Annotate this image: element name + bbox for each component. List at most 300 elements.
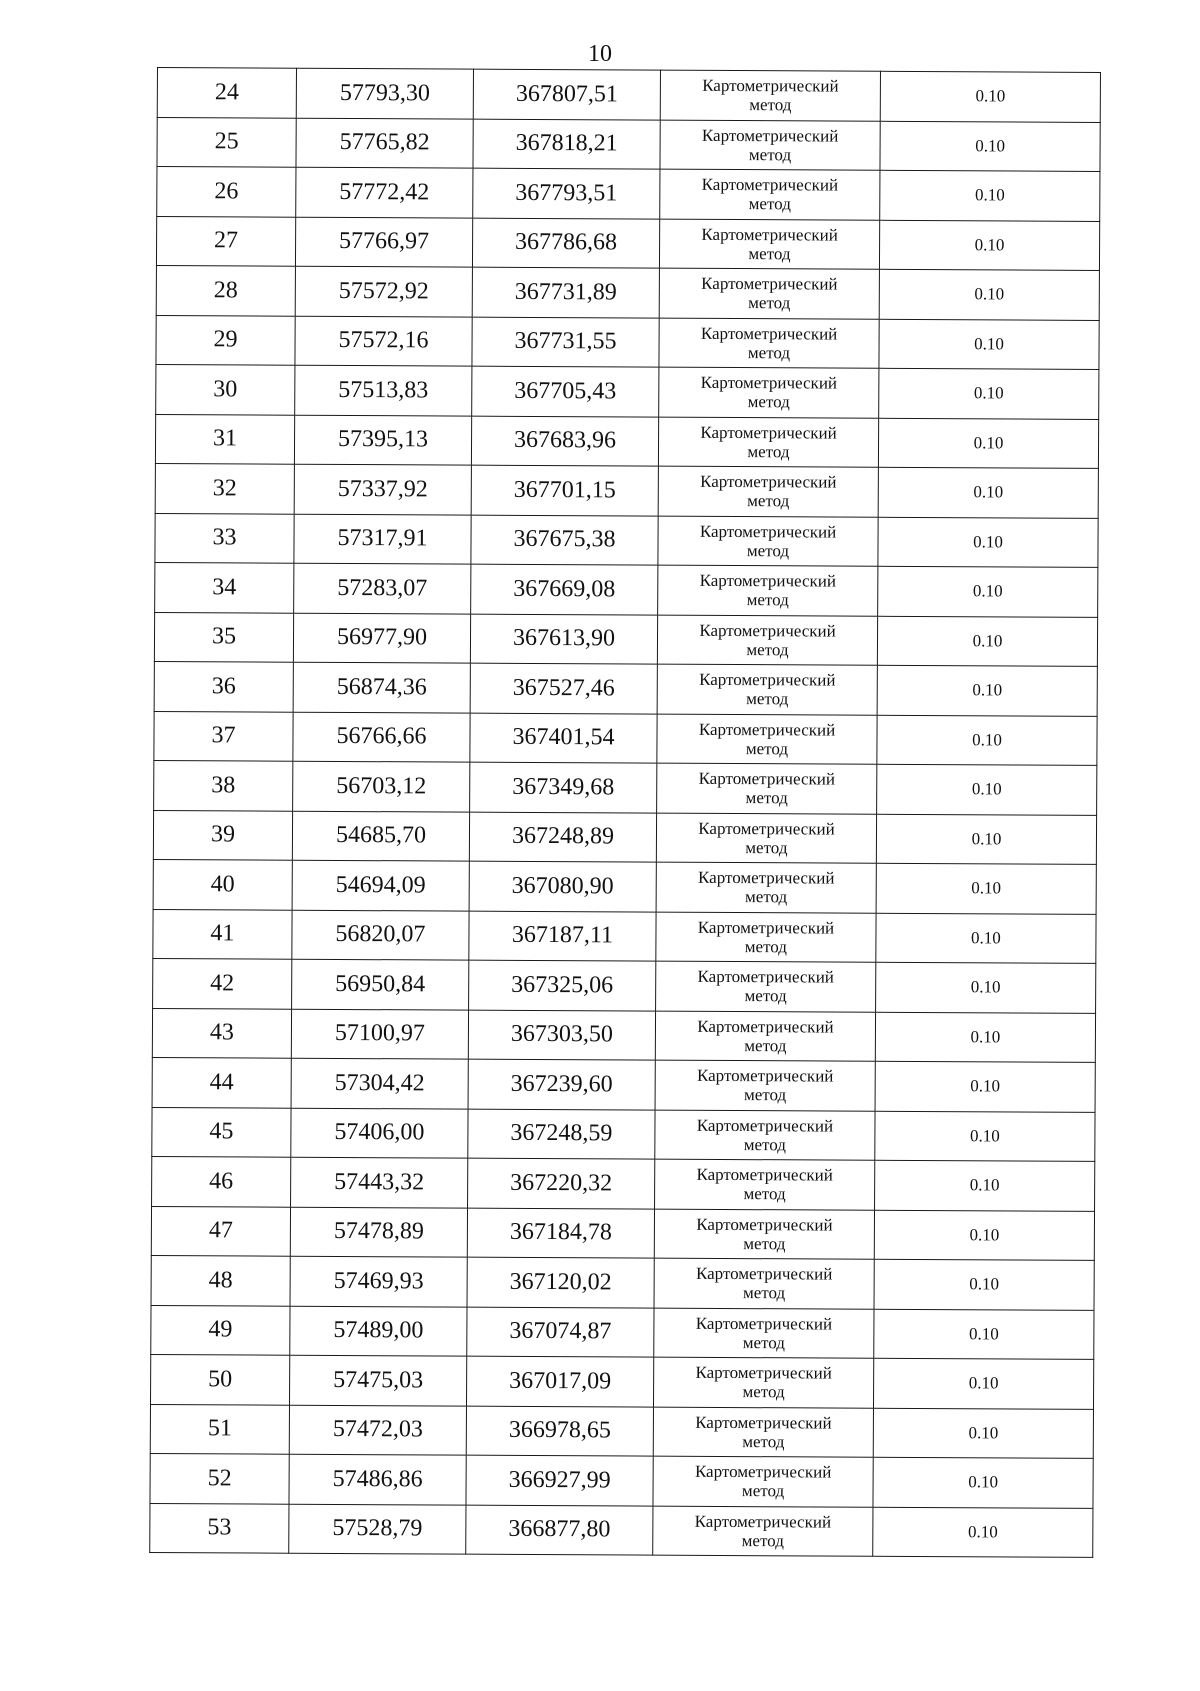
x-coordinate-text: 57766,97 (339, 228, 430, 255)
method-cell (653, 1506, 873, 1557)
y-coordinate-text: 367786,68 (515, 229, 618, 256)
accuracy-cell (879, 319, 1099, 370)
point-number-text: 28 (213, 277, 238, 304)
method-text: Картометрический метод (700, 323, 838, 363)
x-coordinate-text: 57395,13 (337, 426, 429, 453)
accuracy-cell (880, 71, 1100, 122)
x-coordinate-text: 57513,83 (338, 376, 429, 404)
x-coordinate-text: 56766,66 (336, 723, 427, 750)
x-coordinate-cell (296, 68, 473, 118)
table-row (155, 463, 1098, 517)
x-coordinate-text: 57304,42 (334, 1069, 425, 1097)
accuracy-text: 0.10 (970, 1076, 1001, 1096)
y-coordinate-text: 367701,15 (513, 476, 616, 504)
x-coordinate-text: 57472,03 (332, 1416, 423, 1443)
point-number-cell (156, 216, 295, 266)
x-coordinate-cell (293, 761, 470, 811)
table-row (153, 909, 1096, 963)
point-number-cell (150, 1404, 289, 1454)
x-coordinate-text: 56820,07 (335, 921, 426, 948)
y-coordinate-text: 366877,80 (508, 1516, 611, 1543)
table-row (153, 810, 1096, 864)
accuracy-text: 0.10 (969, 1274, 1000, 1294)
y-coordinate-cell (471, 564, 658, 614)
x-coordinate-text: 57572,16 (338, 327, 429, 354)
accuracy-text: 0.10 (968, 1472, 999, 1492)
point-number-cell (155, 513, 294, 563)
method-text: Картометрический метод (699, 571, 837, 610)
accuracy-text: 0.10 (972, 631, 1003, 651)
x-coordinate-cell (290, 1306, 467, 1356)
point-number-cell (153, 859, 292, 909)
y-coordinate-text: 367074,87 (509, 1318, 612, 1345)
y-coordinate-text: 367239,60 (510, 1070, 613, 1098)
table-row (150, 1453, 1093, 1507)
y-coordinate-text: 367080,90 (511, 872, 614, 900)
method-text: Картометрический метод (696, 1066, 834, 1105)
x-coordinate-cell (293, 712, 470, 762)
x-coordinate-cell (290, 1207, 467, 1257)
x-coordinate-text: 54694,09 (335, 871, 426, 899)
method-cell (659, 268, 879, 319)
y-coordinate-cell (467, 1257, 654, 1307)
method-text: Картометрический метод (702, 76, 839, 115)
point-number-cell (151, 1305, 290, 1355)
accuracy-cell (877, 764, 1097, 815)
y-coordinate-cell (470, 663, 657, 713)
accuracy-text: 0.10 (973, 532, 1003, 552)
accuracy-cell (873, 1358, 1093, 1409)
accuracy-text: 0.10 (968, 1324, 999, 1344)
x-coordinate-text: 57793,30 (339, 79, 430, 107)
point-number-cell (157, 117, 296, 167)
y-coordinate-cell (466, 1505, 653, 1555)
accuracy-text: 0.10 (975, 136, 1006, 156)
table-row (156, 265, 1099, 319)
method-text: Картометрический метод (696, 1115, 834, 1155)
y-coordinate-cell (466, 1455, 653, 1505)
y-coordinate-cell (472, 317, 659, 367)
y-coordinate-text: 367187,11 (511, 922, 614, 949)
accuracy-text: 0.10 (970, 1027, 1001, 1047)
point-number-text: 30 (213, 376, 238, 403)
method-cell (660, 169, 880, 220)
method-text: Картометрический метод (700, 373, 838, 412)
point-number-text: 46 (209, 1168, 234, 1195)
y-coordinate-cell (468, 1010, 655, 1060)
accuracy-text: 0.10 (973, 383, 1004, 403)
accuracy-cell (874, 1210, 1094, 1261)
y-coordinate-text: 367303,50 (510, 1021, 614, 1048)
x-coordinate-cell (294, 563, 471, 613)
point-number-cell (155, 463, 294, 513)
y-coordinate-cell (471, 465, 658, 515)
method-cell (656, 912, 876, 963)
accuracy-cell (878, 418, 1098, 469)
accuracy-cell (875, 1012, 1095, 1063)
point-number-cell (151, 1206, 290, 1256)
y-coordinate-text: 367325,06 (511, 971, 614, 999)
accuracy-cell (873, 1507, 1093, 1558)
method-cell (657, 615, 877, 666)
x-coordinate-text: 57528,79 (332, 1515, 423, 1542)
x-coordinate-cell (295, 365, 472, 415)
point-number-text: 34 (212, 574, 237, 601)
method-cell (660, 120, 880, 171)
accuracy-text: 0.10 (969, 1126, 1000, 1146)
table-row (151, 1305, 1094, 1359)
point-number-cell (152, 1057, 291, 1107)
table-row (154, 661, 1097, 715)
point-number-text: 26 (214, 178, 239, 205)
point-number-text: 51 (207, 1415, 232, 1442)
table-row (152, 1008, 1095, 1062)
method-text: Картометрический метод (696, 1214, 833, 1254)
point-number-text: 40 (210, 871, 235, 898)
x-coordinate-text: 56703,12 (336, 772, 427, 800)
x-coordinate-cell (295, 266, 472, 316)
y-coordinate-text: 367705,43 (514, 377, 617, 405)
method-cell (658, 466, 878, 517)
accuracy-cell (873, 1457, 1093, 1508)
method-cell (660, 70, 880, 121)
accuracy-cell (878, 467, 1098, 518)
method-text: Картометрический метод (695, 1412, 832, 1452)
point-number-cell (154, 612, 293, 662)
x-coordinate-cell (292, 959, 469, 1009)
x-coordinate-cell (291, 1108, 468, 1158)
accuracy-cell (875, 1061, 1095, 1112)
page-number: 10 (588, 41, 612, 67)
x-coordinate-cell (289, 1355, 466, 1405)
point-number-text: 47 (208, 1217, 233, 1244)
y-coordinate-cell (472, 267, 659, 317)
x-coordinate-cell (294, 514, 471, 564)
point-number-cell (153, 909, 292, 959)
point-number-cell (153, 810, 292, 860)
point-number-text: 38 (211, 772, 236, 799)
x-coordinate-text: 57475,03 (333, 1366, 424, 1394)
method-text: Картометрический метод (695, 1363, 832, 1402)
method-cell (654, 1209, 874, 1260)
accuracy-cell (876, 863, 1096, 914)
table-row (153, 859, 1096, 913)
x-coordinate-text: 57772,42 (339, 178, 430, 206)
x-coordinate-cell (296, 118, 473, 168)
x-coordinate-cell (295, 217, 472, 267)
point-number-cell (150, 1503, 289, 1553)
point-number-text: 45 (209, 1118, 234, 1145)
x-coordinate-cell (290, 1256, 467, 1306)
x-coordinate-text: 56977,90 (336, 624, 428, 651)
x-coordinate-cell (291, 1157, 468, 1207)
y-coordinate-cell (470, 614, 657, 664)
y-coordinate-cell (469, 960, 656, 1010)
accuracy-text: 0.10 (972, 730, 1002, 750)
point-number-text: 53 (207, 1514, 232, 1541)
accuracy-cell (877, 715, 1097, 766)
y-coordinate-cell (468, 1158, 655, 1208)
accuracy-cell (875, 1160, 1095, 1211)
table-row (155, 414, 1098, 468)
accuracy-text: 0.10 (969, 1175, 1000, 1195)
method-text: Картометрический метод (698, 769, 836, 808)
y-coordinate-text: 367220,32 (510, 1169, 613, 1197)
x-coordinate-text: 54685,70 (335, 822, 427, 849)
y-coordinate-text: 366978,65 (508, 1417, 611, 1444)
y-coordinate-cell (471, 416, 658, 466)
method-cell (659, 219, 879, 270)
table-row (157, 68, 1100, 122)
accuracy-cell (880, 170, 1100, 221)
accuracy-cell (879, 220, 1099, 271)
accuracy-text: 0.10 (967, 1522, 998, 1542)
y-coordinate-text: 367401,54 (512, 724, 615, 751)
accuracy-cell (874, 1309, 1094, 1360)
accuracy-cell (874, 1259, 1094, 1310)
accuracy-cell (877, 616, 1097, 667)
accuracy-text: 0.10 (974, 334, 1004, 354)
method-text: Картометрический метод (697, 917, 835, 957)
y-coordinate-cell (468, 1109, 655, 1159)
point-number-text: 36 (211, 673, 236, 700)
table-row (155, 562, 1098, 616)
y-coordinate-cell (466, 1356, 653, 1406)
x-coordinate-cell (294, 415, 471, 465)
point-number-text: 27 (214, 227, 239, 254)
point-number-cell (154, 711, 293, 761)
method-cell (657, 664, 877, 715)
y-coordinate-cell (470, 713, 657, 763)
accuracy-cell (876, 962, 1096, 1013)
y-coordinate-text: 367675,38 (513, 526, 616, 553)
x-coordinate-cell (295, 316, 472, 366)
accuracy-cell (876, 814, 1096, 865)
accuracy-text: 0.10 (972, 581, 1003, 601)
y-coordinate-cell (467, 1307, 654, 1357)
point-number-cell (154, 661, 293, 711)
method-cell (654, 1308, 874, 1359)
point-number-cell (154, 760, 293, 810)
y-coordinate-text: 367120,02 (509, 1268, 612, 1296)
point-number-cell (157, 167, 296, 217)
y-coordinate-text: 367527,46 (512, 674, 615, 702)
point-number-text: 43 (209, 1019, 235, 1046)
point-number-cell (150, 1453, 289, 1503)
point-number-cell (157, 68, 296, 118)
method-text: Картометрический метод (701, 175, 839, 214)
method-text: Картометрический метод (698, 868, 835, 907)
point-number-text: 52 (207, 1465, 232, 1492)
accuracy-cell (873, 1408, 1093, 1459)
table-row (153, 958, 1096, 1012)
x-coordinate-cell (289, 1504, 466, 1554)
accuracy-cell (879, 368, 1099, 419)
y-coordinate-cell (473, 119, 660, 169)
method-text: Картометрический метод (699, 521, 837, 561)
x-coordinate-cell (293, 613, 470, 663)
method-text: Картометрический метод (700, 472, 837, 511)
method-text: Картометрический метод (697, 1016, 834, 1056)
table-row (156, 315, 1099, 369)
accuracy-cell (878, 566, 1098, 617)
method-text: Картометрический метод (701, 274, 838, 313)
table-row (151, 1255, 1094, 1309)
point-number-text: 31 (212, 425, 238, 452)
table-row (151, 1206, 1094, 1260)
method-cell (657, 714, 877, 765)
point-number-text: 41 (210, 920, 235, 947)
x-coordinate-cell (291, 1009, 468, 1059)
point-number-text: 24 (214, 79, 239, 106)
x-coordinate-text: 57337,92 (337, 475, 428, 503)
method-cell (655, 1159, 875, 1210)
accuracy-text: 0.10 (971, 928, 1001, 948)
point-number-cell (155, 562, 294, 612)
y-coordinate-cell (466, 1406, 653, 1456)
method-text: Картометрический метод (696, 1165, 833, 1204)
point-number-cell (153, 958, 292, 1008)
method-cell (659, 318, 879, 369)
point-number-text: 49 (208, 1316, 233, 1343)
y-coordinate-text: 367349,68 (512, 773, 615, 801)
point-number-text: 48 (208, 1267, 233, 1294)
point-number-text: 42 (210, 970, 235, 997)
table-row (150, 1404, 1093, 1458)
y-coordinate-text: 367731,89 (514, 278, 617, 306)
y-coordinate-cell (472, 218, 659, 268)
table-row (155, 513, 1098, 567)
x-coordinate-cell (292, 811, 469, 861)
table-row (154, 711, 1097, 765)
point-number-cell (150, 1354, 289, 1404)
table-row (154, 760, 1097, 814)
table-row (150, 1503, 1093, 1557)
table-row (150, 1354, 1093, 1408)
method-text: Картометрический метод (701, 125, 839, 165)
y-coordinate-text: 367793,51 (515, 179, 618, 207)
y-coordinate-cell (469, 911, 656, 961)
accuracy-cell (878, 517, 1098, 568)
method-text: Картометрический метод (695, 1264, 833, 1303)
method-text: Картометрический метод (701, 224, 838, 264)
y-coordinate-cell (470, 762, 657, 812)
point-number-text: 35 (211, 623, 237, 650)
x-coordinate-text: 56950,84 (335, 970, 426, 998)
accuracy-cell (876, 913, 1096, 964)
y-coordinate-text: 366927,99 (508, 1466, 611, 1494)
accuracy-text: 0.10 (974, 185, 1005, 205)
x-coordinate-text: 57443,32 (334, 1168, 425, 1196)
y-coordinate-text: 367613,90 (512, 625, 616, 652)
x-coordinate-cell (289, 1454, 466, 1504)
accuracy-text: 0.10 (970, 977, 1001, 997)
accuracy-cell (875, 1111, 1095, 1162)
y-coordinate-cell (469, 861, 656, 911)
point-number-text: 39 (210, 821, 236, 848)
x-coordinate-cell (293, 662, 470, 712)
x-coordinate-text: 56874,36 (336, 673, 427, 701)
accuracy-text: 0.10 (974, 284, 1005, 304)
point-number-cell (151, 1255, 290, 1305)
y-coordinate-cell (469, 812, 656, 862)
table-row (152, 1107, 1095, 1161)
y-coordinate-cell (473, 69, 660, 119)
method-text: Картометрический метод (699, 620, 836, 660)
y-coordinate-text: 367731,55 (514, 328, 617, 355)
coordinates-table (149, 67, 1101, 1558)
x-coordinate-cell (289, 1405, 466, 1455)
x-coordinate-cell (292, 860, 469, 910)
accuracy-text: 0.10 (973, 433, 1004, 453)
method-cell (654, 1258, 874, 1309)
y-coordinate-text: 367669,08 (513, 575, 616, 603)
y-coordinate-cell (467, 1208, 654, 1258)
method-text: Картометрический метод (698, 719, 836, 759)
x-coordinate-text: 57489,00 (333, 1317, 424, 1344)
method-cell (659, 367, 879, 418)
y-coordinate-cell (473, 168, 660, 218)
accuracy-text: 0.10 (975, 86, 1006, 106)
x-coordinate-text: 57486,86 (332, 1465, 423, 1493)
x-coordinate-text: 57406,00 (334, 1119, 425, 1146)
table-row (156, 364, 1099, 418)
point-number-text: 50 (208, 1366, 233, 1393)
point-number-text: 44 (209, 1069, 234, 1096)
y-coordinate-text: 367818,21 (515, 130, 618, 157)
y-coordinate-cell (472, 366, 659, 416)
method-cell (655, 1011, 875, 1062)
table-row (152, 1156, 1095, 1210)
table-row (156, 216, 1099, 270)
point-number-text: 32 (212, 475, 237, 502)
method-cell (656, 862, 876, 913)
point-number-cell (156, 265, 295, 315)
method-cell (658, 417, 878, 468)
accuracy-text: 0.10 (971, 829, 1002, 849)
method-text: Картометрический метод (694, 1462, 832, 1501)
x-coordinate-text: 57478,89 (333, 1218, 424, 1245)
accuracy-cell (877, 665, 1097, 716)
point-number-text: 33 (212, 524, 237, 551)
method-cell (653, 1456, 873, 1507)
accuracy-text: 0.10 (971, 878, 1002, 898)
accuracy-text: 0.10 (974, 235, 1005, 255)
y-coordinate-cell (471, 515, 658, 565)
point-number-cell (152, 1107, 291, 1157)
point-number-text: 37 (211, 722, 236, 749)
y-coordinate-text: 367184,78 (509, 1219, 612, 1246)
point-number-cell (152, 1008, 291, 1058)
point-number-cell (156, 315, 295, 365)
method-cell (656, 813, 876, 864)
accuracy-cell (880, 121, 1100, 172)
x-coordinate-text: 57765,82 (339, 129, 430, 156)
y-coordinate-text: 367807,51 (515, 80, 618, 108)
table-row (157, 117, 1100, 171)
x-coordinate-text: 57469,93 (333, 1267, 424, 1295)
method-cell (653, 1407, 873, 1458)
point-number-cell (155, 414, 294, 464)
accuracy-text: 0.10 (973, 482, 1004, 502)
method-text: Картометрический метод (695, 1313, 833, 1353)
accuracy-text: 0.10 (969, 1225, 1000, 1245)
x-coordinate-cell (292, 910, 469, 960)
accuracy-text: 0.10 (968, 1373, 999, 1393)
x-coordinate-cell (294, 464, 471, 514)
method-text: Картометрический метод (697, 967, 834, 1006)
accuracy-text: 0.10 (971, 779, 1002, 799)
